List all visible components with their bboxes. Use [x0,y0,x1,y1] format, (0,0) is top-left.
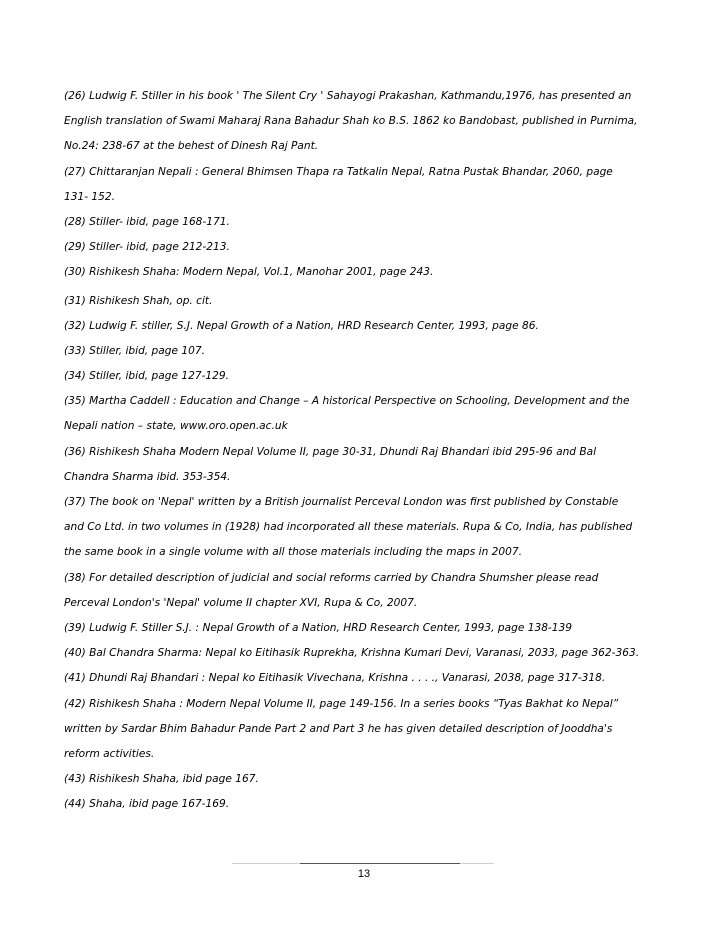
reference-line-36b: Chandra Sharma ibid. 353-354. [64,470,231,483]
reference-line-27b: 131- 152. [64,190,115,203]
reference-line-32: (32) Ludwig F. stiller, S.J. Nepal Growth of a Nation, HRD Research Center, 1993, page 86. [64,319,539,332]
reference-line-42c: reform activities. [64,747,155,760]
reference-line-30: (30) Rishikesh Shaha: Modern Nepal, Vol.1, Manohar 2001, page 243. [64,266,434,279]
reference-line-27a: (27) Chittaranjan Nepali : General Bhimsen Thapa ra Tatkalin Nepal, Ratna Pustak Bhandar, 2060, page [64,165,613,178]
reference-line-28: (28) Stiller- ibid, page 168-171. [64,215,230,228]
reference-line-44: (44) Shaha, ibid page 167-169. [64,798,230,811]
reference-line-38b: Perceval London's 'Nepal' volume II chapter XVI, Rupa & Co, 2007. [64,596,418,609]
footer-divider-center [300,863,460,864]
reference-line-41: (41) Dhundi Raj Bhandari : Nepal ko Eitihasik Vivechana, Krishna . . . ., Vanarasi, 2038, page 317-318. [64,672,606,685]
reference-line-42a: (42) Rishikesh Shaha : Modern Nepal Volume II, page 149-156. In a series books “Tyas Bakhat ko Nepal” [64,697,619,710]
page-footer [0,855,728,895]
reference-line-26b: English translation of Swami Maharaj Rana Bahadur Shah ko B.S. 1862 ko Bandobast, published in Purnima, [64,115,638,128]
page-number: 13 [357,868,371,880]
reference-line-35b: Nepali nation – state, www.oro.open.ac.uk [64,420,288,433]
reference-line-33: (33) Stiller, ibid, page 107. [64,344,205,357]
reference-line-35a: (35) Martha Caddell : Education and Change – A historical Perspective on Schooling, Development and the [64,395,630,408]
reference-line-39: (39) Ludwig F. Stiller S.J. : Nepal Growth of a Nation, HRD Research Center, 1993, page 138-139 [64,621,572,634]
reference-line-37b: and Co Ltd. in two volumes in (1928) had incorporated all these materials. Rupa & Co, India, has published [64,521,633,534]
reference-line-36a: (36) Rishikesh Shaha Modern Nepal Volume II, page 30-31, Dhundi Raj Bhandari ibid 295-96 and Bal [64,445,597,458]
reference-line-42b: written by Sardar Bhim Bahadur Pande Part 2 and Part 3 he has given detailed description of Jooddha's [64,722,613,735]
references-list [64,84,664,817]
reference-line-38a: (38) For detailed description of judicial and social reforms carried by Chandra Shumsher please read [64,571,599,584]
reference-line-37a: (37) The book on 'Nepal' written by a British journalist Perceval London was first published by Constable [64,496,619,508]
reference-line-34: (34) Stiller, ibid, page 127-129. [64,370,229,383]
reference-line-29: (29) Stiller- ibid, page 212-213. [64,241,230,254]
reference-line-26a: (26) Ludwig F. Stiller in his book ' The Silent Cry ' Sahayogi Prakashan, Kathmandu,1976, has presented an [64,90,632,102]
reference-line-43: (43) Rishikesh Shaha, ibid page 167. [64,773,259,786]
reference-line-40: (40) Bal Chandra Sharma: Nepal ko Eitihasik Ruprekha, Krishna Kumari Devi, Varanasi, 2033, page 362-363. [64,647,640,660]
reference-line-37c: the same book in a single volume with all those materials including the maps in 2007. [64,546,522,559]
reference-line-31: (31) Rishikesh Shah, op. cit. [64,294,213,307]
reference-line-26c: No.24: 238-67 at the behest of Dinesh Raj Pant. [64,140,319,153]
